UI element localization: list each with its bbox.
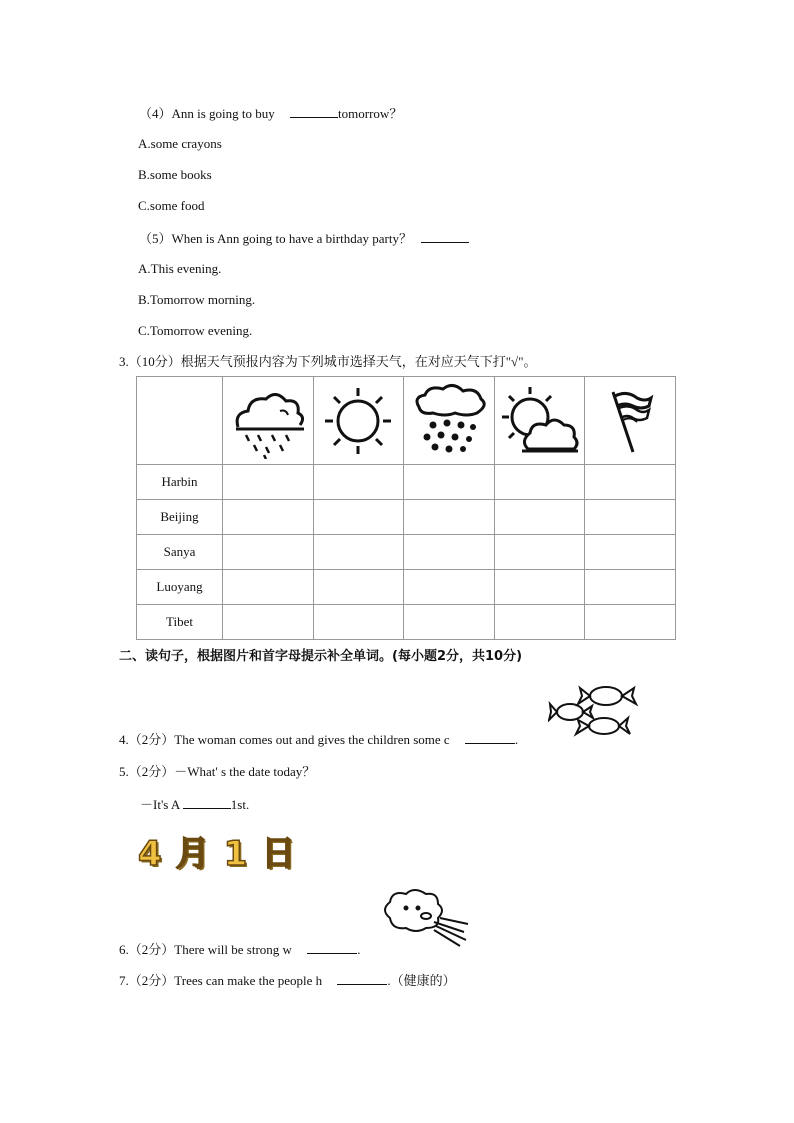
date-image-text: 4月1日: [138, 834, 310, 874]
wind-flag-icon: [585, 377, 676, 465]
check-cell[interactable]: [404, 570, 495, 605]
answer-blank[interactable]: [307, 941, 357, 954]
q2-4-option-c[interactable]: C.some food: [138, 198, 205, 213]
weather-row-luoyang: [137, 570, 676, 605]
q2-5-option-c[interactable]: C.Tomorrow evening.: [138, 323, 253, 338]
q2-4-stem: [139, 105, 402, 122]
section2-heading: 二、读句子，根据图片和首字母提示补全单词。(每小题2分，共10分): [119, 649, 523, 664]
check-cell[interactable]: [494, 535, 585, 570]
weather-row-tibet: [137, 605, 676, 640]
check-cell[interactable]: [494, 605, 585, 640]
answer-blank[interactable]: [465, 731, 515, 744]
q3-prompt: 3.（10分）根据天气预报内容为下列城市选择天气，在对应天气下打"√"。: [119, 354, 537, 369]
check-cell[interactable]: [585, 465, 676, 500]
check-cell[interactable]: [494, 500, 585, 535]
q7-suffix: .（健康的）: [387, 973, 456, 988]
q4-text: 4.（2分）The woman comes out and gives the children some c: [119, 732, 450, 747]
q2-5-option-a[interactable]: A.This evening.: [138, 261, 222, 276]
city-label: Tibet: [137, 605, 223, 640]
check-cell[interactable]: [313, 465, 404, 500]
check-cell[interactable]: [585, 535, 676, 570]
q5-answer-prefix: －It's A: [140, 797, 180, 812]
check-cell[interactable]: [313, 570, 404, 605]
check-cell[interactable]: [223, 535, 314, 570]
check-cell[interactable]: [223, 570, 314, 605]
wind-cloud-icon: [380, 888, 474, 957]
check-cell[interactable]: [223, 500, 314, 535]
q6-suffix: .: [357, 942, 361, 957]
q2-4-suffix: tomorrow？: [338, 106, 403, 121]
check-cell[interactable]: [494, 570, 585, 605]
answer-blank[interactable]: [421, 230, 469, 243]
answer-blank[interactable]: [183, 796, 231, 809]
answer-blank[interactable]: [337, 972, 387, 985]
q7-stem: [119, 972, 456, 989]
weather-icon-row: [137, 377, 676, 465]
q2-5-stem: [139, 230, 469, 247]
weather-row-sanya: [137, 535, 676, 570]
city-label: Harbin: [137, 465, 223, 500]
snow-icon: [404, 377, 495, 465]
sun-icon: [313, 377, 404, 465]
check-cell[interactable]: [494, 465, 585, 500]
q2-4-text: （4）Ann is going to buy: [139, 106, 275, 121]
city-label: Beijing: [137, 500, 223, 535]
answer-blank[interactable]: [290, 105, 338, 118]
city-label: Luoyang: [137, 570, 223, 605]
check-cell[interactable]: [404, 465, 495, 500]
check-cell[interactable]: [404, 500, 495, 535]
q2-5-option-b[interactable]: B.Tomorrow morning.: [138, 292, 256, 307]
q6-text: 6.（2分）There will be strong w: [119, 942, 292, 957]
q5-answer-suffix: 1st.: [230, 797, 250, 812]
q6-stem: [119, 941, 360, 958]
check-cell[interactable]: [404, 605, 495, 640]
weather-row-harbin: [137, 465, 676, 500]
check-cell[interactable]: [585, 500, 676, 535]
check-cell[interactable]: [223, 605, 314, 640]
check-cell[interactable]: [313, 605, 404, 640]
q2-5-text: （5）When is Ann going to have a birthday party？: [139, 231, 412, 246]
empty-header-cell: [137, 377, 223, 465]
rain-icon: [223, 377, 314, 465]
check-cell[interactable]: [223, 465, 314, 500]
q4-stem: [119, 731, 518, 748]
check-cell[interactable]: [585, 605, 676, 640]
partly-cloudy-icon: [494, 377, 585, 465]
q7-text: 7.（2分）Trees can make the people h: [119, 973, 323, 988]
candy-icon: [548, 680, 640, 747]
q5-answer-line: [140, 796, 249, 813]
weather-row-beijing: [137, 500, 676, 535]
q2-4-option-a[interactable]: A.some crayons: [138, 136, 222, 151]
q2-4-option-b[interactable]: B.some books: [138, 167, 212, 182]
city-label: Sanya: [137, 535, 223, 570]
weather-table: [136, 376, 676, 640]
q4-suffix: .: [514, 732, 519, 747]
q5-stem: 5.（2分）－What' s the date today？: [119, 764, 316, 779]
check-cell[interactable]: [313, 500, 404, 535]
check-cell[interactable]: [313, 535, 404, 570]
check-cell[interactable]: [404, 535, 495, 570]
check-cell[interactable]: [585, 570, 676, 605]
